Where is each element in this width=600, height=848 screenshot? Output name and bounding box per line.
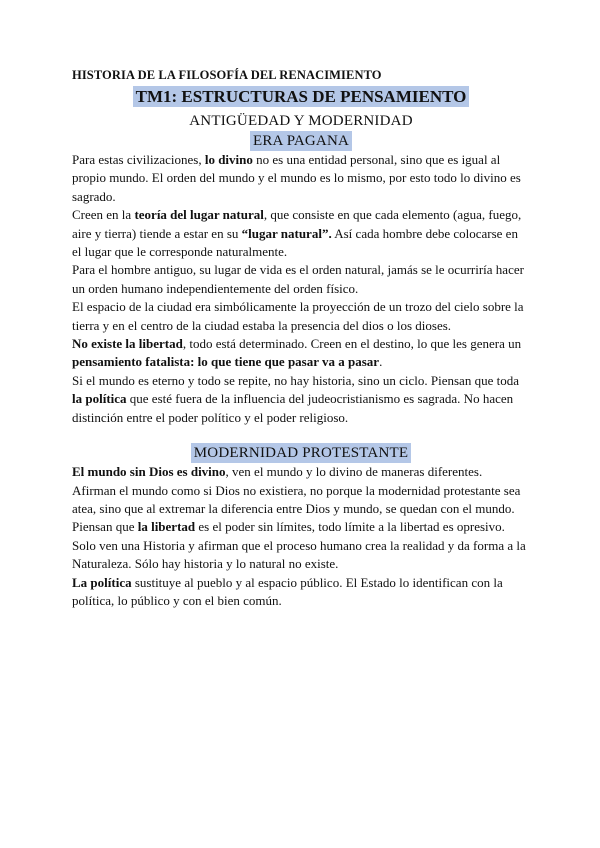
- paragraph: Creen en la teoría del lugar natural, que consiste en que cada elemento (agua, fuego, aire y tierra) tiende a estar en su “lugar natural”. Así cada hombre debe colocarse en el lugar que le corresponde naturalmente.: [72, 207, 522, 260]
- section-heading-modernidad: MODERNIDAD PROTESTANTE: [191, 443, 411, 463]
- section-modernidad: [72, 463, 530, 610]
- unit-title-row: [72, 86, 530, 107]
- subtitle: ANTIGÜEDAD Y MODERNIDAD: [189, 113, 413, 129]
- section-era-pagana: [72, 151, 530, 427]
- paragraph: Afirman el mundo como si Dios no existiera, no porque la modernidad protestante sea atea, sino que al extremar la diferencia entre Dios y mundo, se quedan con el mundo.: [72, 482, 521, 516]
- paragraph: Piensan que la libertad es el poder sin límites, todo límite a la libertad es opresivo. Solo ven una Historia y afirman que el proceso humano crea la realidad y da forma a la Naturaleza. Sólo hay historia y lo natural no existe.: [72, 519, 526, 572]
- paragraph: El mundo sin Dios es divino, ven el mundo y lo divino de maneras diferentes.: [72, 464, 483, 480]
- course-title: HISTORIA DE LA FILOSOFÍA DEL RENACIMIENTO: [72, 68, 382, 82]
- paragraph: La política sustituye al pueblo y al espacio público. El Estado lo identifican con la política, lo público y con el bien común.: [72, 574, 503, 608]
- section-heading-row-era-pagana: [72, 131, 530, 151]
- section-heading-row-modernidad: [72, 443, 530, 463]
- section-gap: [72, 427, 530, 443]
- unit-title: TM1: ESTRUCTURAS DE PENSAMIENTO: [133, 86, 470, 107]
- paragraph: Si el mundo es eterno y todo se repite, no hay historia, sino un ciclo. Piensan que toda la política que esté fuera de la influencia del judeocristianismo es sagrada. No hacen distinción entre el poder político y el poder religioso.: [72, 372, 519, 425]
- paragraph: No existe la libertad, todo está determinado. Creen en el destino, lo que les genera un pensamiento fatalista: lo que tiene que pasar va a pasar.: [72, 336, 522, 370]
- paragraph: Para el hombre antiguo, su lugar de vida es el orden natural, jamás se le ocurriría hacer un orden humano independientemente del orden físico.: [72, 262, 524, 296]
- section-heading-era-pagana: ERA PAGANA: [250, 131, 352, 151]
- paragraph: Para estas civilizaciones, lo divino no es una entidad personal, sino que es igual al propio mundo. El orden del mundo y el mundo es lo mismo, por esto todo lo divino es sagrado.: [72, 152, 521, 204]
- paragraph: El espacio de la ciudad era simbólicamente la proyección de un trozo del cielo sobre la tierra y en el centro de la ciudad estaba la presencia del dios o los dioses.: [72, 299, 524, 333]
